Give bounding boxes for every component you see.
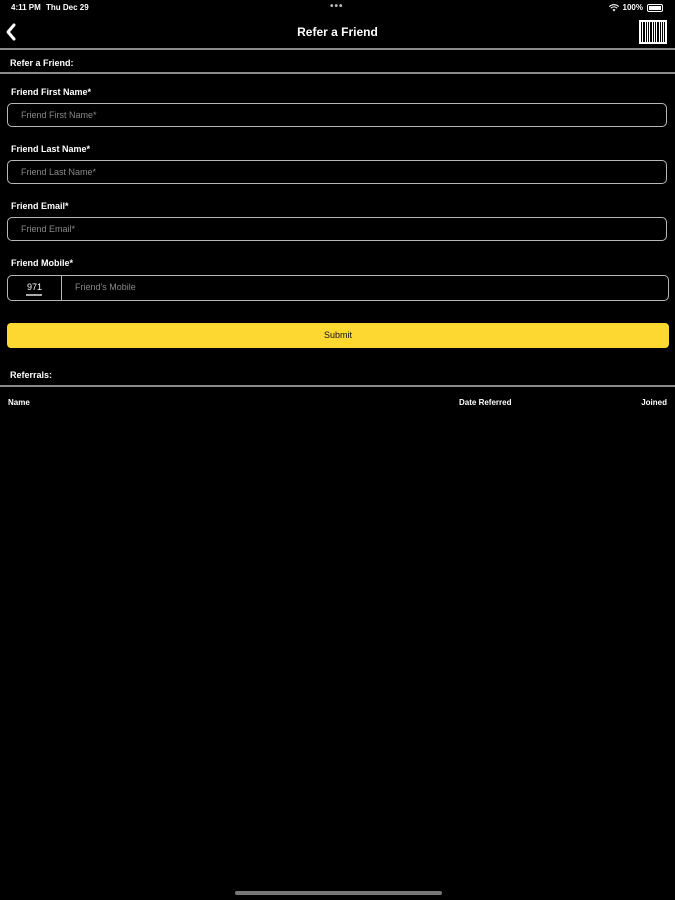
column-header-date-referred: Date Referred [459, 398, 512, 407]
section-divider [0, 72, 675, 74]
home-indicator[interactable] [235, 891, 442, 895]
status-bar [0, 0, 675, 16]
column-header-name: Name [8, 398, 30, 407]
wifi-icon [609, 4, 619, 12]
barcode-icon[interactable] [639, 20, 667, 44]
nav-bar [0, 18, 675, 48]
page-title: Refer a Friend [297, 25, 378, 39]
country-code-picker[interactable] [8, 276, 62, 300]
country-code-underline [26, 294, 42, 296]
mobile-field [7, 275, 669, 301]
email-input[interactable]: Friend Email* [7, 217, 667, 241]
email-label: Friend Email* [11, 201, 69, 211]
last-name-label: Friend Last Name* [11, 144, 91, 154]
refer-section-title: Refer a Friend: [10, 58, 74, 68]
mobile-label: Friend Mobile* [11, 258, 74, 268]
status-time: 4:11 PM [11, 3, 41, 12]
first-name-label: Friend First Name* [11, 87, 92, 97]
column-header-joined: Joined [641, 398, 667, 407]
nav-divider [0, 48, 675, 50]
multitask-dots[interactable]: ••• [330, 1, 344, 12]
mobile-input[interactable]: Friend's Mobile [75, 282, 136, 292]
referrals-divider [0, 385, 675, 387]
status-date: Thu Dec 29 [46, 3, 89, 12]
submit-button[interactable]: Submit [7, 323, 669, 348]
last-name-input[interactable]: Friend Last Name* [7, 160, 667, 184]
status-right [609, 3, 663, 12]
battery-percent: 100% [622, 3, 643, 12]
first-name-input[interactable]: Friend First Name* [7, 103, 667, 127]
country-code-value: 971 [27, 282, 43, 292]
referrals-section-title: Referrals: [10, 370, 53, 380]
battery-icon [647, 4, 663, 12]
